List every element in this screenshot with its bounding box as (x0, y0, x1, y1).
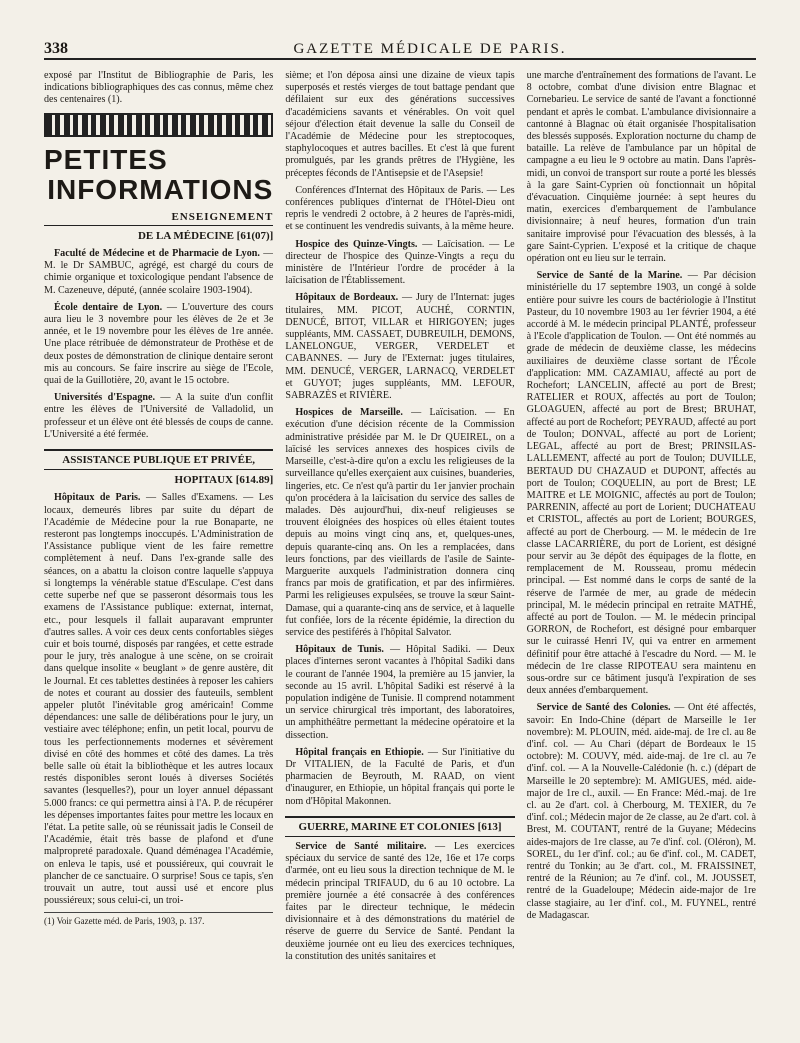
paragraph-heading: École dentaire de Lyon. (54, 301, 163, 313)
paragraph-heading: Hôpitaux de Paris. (54, 492, 141, 504)
paragraph-text: — Laïcisation. — Le directeur de l'hospice des Quinze-Vingts a reçu du ministère de l'Intérieur l'ordre de procéder à la laïcisation de l'Établissement. (285, 238, 515, 287)
petites-informations-title (44, 145, 273, 205)
paragraph (285, 841, 514, 963)
columns (44, 70, 756, 1033)
paragraph-text: — Sur l'initiative du Dr VITALIEN, de la Faculté de Paris, et d'un pharmacien de Beyrouth, M. RAAD, on vient d'inaugurer, en Ethiopie, un hôpital français qui porte le nom d'Hôpital Makonnen. (285, 746, 515, 807)
paragraph-heading: Faculté de Médecine et de Pharmacie de Lyon. (54, 248, 260, 260)
paragraph: une marche d'entraînement des formations de l'avant. Le 8 octobre, combat d'une division entre Blagnac et Cornebarieu. Le service de santé de l'avant a fonctionné pendant et après le combat. L'ambulance divisionnaire a cantonné à Blagnac où était organisée l'hospitalisation des blessés supposés. Exploration nocturne du champ de bataille. La relève de l'ambulance par un hôpital de campagne a eu lieu le 9 octobre au matin. Dans l'après-midi, un convoi de transport sur route a porté les blessés à la gare Saint-Cyprien où fonctionnait un hôpital d'évacuation. Cinquième journée: à sept heures du matin, exercices d'embarquement de l'ambulance divisionnaire; à neuf heures, formation d'un train sanitaire improvisé pour l'évacuation des blessés, à la gare Saint-Cyprien. L'exposé et la critique de chaque opération ont eu lieu sur le terrain. (526, 70, 756, 265)
section-assistance: ASSISTANCE PUBLIQUE ET PRIVÉE, (44, 449, 273, 470)
paragraph (527, 702, 756, 922)
paragraph: sième; et l'on déposa ainsi une dizaine de vieux tapis superposés et restés vierges de tout battage pendant que défilaient sur eux des générations successives d'académiciens savants et vénérables. On voit quel séjour d'élection était devenue la salle du Conseil de l'Académie de Médecine pour les streptocoques, staphylocoques et autres bacilles. Et c'est là que furent promulgués, par les grands prêtres de l'Hygiène, les préceptes féconds de l'Antisepsie et de l'Asepsie! (285, 70, 515, 179)
paragraph (285, 407, 514, 639)
paragraph (285, 292, 514, 402)
paragraph-text: — Ont été affectés, savoir: En Indo-Chine (départ de Marseille le 1er novembre): M. PLOUIN, méd. aide-maj. de 1re cl. au 8e d'inf. col. — Au Chari (départ de Bordeaux le 15 octobre): M. COUVY, méd. aide-maj. de 1re cl. au 7e d'inf. col. — A la Nouvelle-Calédonie (h. c.) (départ de Marseille le 20 septembre): M. AMIGUES, méd. aide-major de 1re cl., auxil. — En France: Méd.-maj. de 1re cl. au 2e d'art. col. à Cherbourg, M. TEXIER, du 7e d'inf. col.; Médecin major de 2e classe, au 2e d'art. col. à Brest, M. COUTANT, rentré de la Guyane; Médecins aides-majors de 1re classe, au 7e d'inf. col. (Oléron), M. SOREL, du 1er d'inf. col.; au 6e d'inf. col., M. CADET, rentré du Tonkin; au 3e d'art. col., M. FRAISSINET, rentré de la Réunion; au 7e d'inf. col., M. JOUSSET, rentré de la Guadeloupe; Médecin aide-major de 1re classe stagiaire, au 1er d'inf. col., M. FUYNEL, rentré de Madagascar. (526, 702, 756, 921)
paragraph (285, 747, 514, 808)
paragraph-heading: Hôpitaux de Tunis. (295, 644, 384, 656)
section-enseignement: ENSEIGNEMENT (44, 211, 273, 226)
paragraph-text: — Les exercices spéciaux du service de santé des 12e, 16e et 17e corps d'armée, ont eu lieu sous la direction technique de M. le médecin principal TRIFAUD, du 6 au 10 octobre. La première journée a été consacrée à des conférences faites par le directeur technique, le médecin divisionnaire et à des démonstrations du matériel de réserve de guerre du Service de Santé. Pendant la deuxième journée ont eu lieu des exercices techniques, la constitution des unités sanitaires et (285, 840, 515, 962)
section-hopitaux: HOPITAUX [614.89] (174, 474, 274, 487)
journal-title: GAZETTE MÉDICALE DE PARIS. (293, 41, 567, 57)
paragraph: Conférences d'Internat des Hôpitaux de Paris. — Les conférences publiques d'internat de l'Hôtel-Dieu ont repris le vendredi 2 octobre, à 2 heures de l'après-midi, et se continuent les vendredis suivants, à la même heure. (285, 184, 515, 233)
paragraph-heading: Hospice des Quinze-Vingts. (295, 238, 418, 250)
paragraph (527, 270, 756, 697)
paragraph-text: — Laïcisation. — En exécution d'une décision récente de la Commission administrative présidée par M. le Dr QUEIREL, on a laïcisé les services annexes des hospices civils de Marseille, c'est-à-dire qu'on a exclu les religieuses de la surveillance qu'elles exerçaient aux cuisines, buanderies, lingeries, etc. Ce n'est qu'à partir du 1er janvier prochain qu'on procédera à la laïcisation du service des salles de malades. Dès aujourd'hui, dix-neuf religieuses se trouvent éloignées des hospices où elles étaient toutes depuis au moins vingt cinq ans, et, quelques-unes, depuis quarante-cinq ans. On les a remplacées, dans leurs fonctions, par des vieillards de l'asile de Sainte-Marguerite auxquels l'administration donnera cinq francs par mois de gratification, et par des infirmières. Parmi les religieuses expulsées, se trouve la sœur Saint-Damase, qui a quarante-cinq ans de service, et à laquelle fut confiée, lors de la récente épidémie, la direction du service des pestiférés à l'hôpital Salvator. (285, 407, 515, 638)
paragraph-text: — Jury de l'Internat: juges titulaires, MM. PICOT, AUCHÉ, CORNTIN, DENUCÉ, BITOT, VILLAR et HIRIGOYEN; juges suppléants, MM. CASSAET, DUBREUILH, DEMONS, LANELONGUE, VERGER, VERDELET et CABANNES. — Jury de l'Externat: juges titulaires, MM. DENUCÉ, VERGER, LARNACQ, VERDELET et GUYOT; juges suppléants, MM. LEFOUR, SABRAZÈS et RIVIÈRE. (285, 292, 515, 402)
paragraph (44, 302, 273, 387)
paragraph-text: — Salles d'Examens. — Les locaux, demeurés libres par suite du départ de l'Académie de Médecine pour la rue Bonaparte, ne resteront pas longtemps inoccupés. L'Administration de l'Assistance publique vient de les faire remettre complètement à neuf. Dans l'ex-grande salle des séances, on a abattu la cloison contre laquelle s'appuya si longtemps la vénérable statue d'Esculape. C'est dans cette superbe nef que se passeront désormais tous les examens de l'Assistance publique: externat, internat, etc., pour lesquels il fallait auparavant emprunter d'autres salles. A voir ces deux cents confortables sièges cuir et bois tourné, disposés par rangées, et cette estrade pour le jury, très analogue à une scène, on se croirait dans quelque insolite « beuglant » de genre austère, dit le Journal. Et ces tablettes destinées à reposer les cahiers de notes et courant au dossier des fauteuils, semblent appeler plutôt l'inévitable grog américain! Comme dépendances: une salle de délibérations pour le jury, un vestiaire avec téléphone; enfin, un petit local, pourvu de tous les perfectionnements modernes et sévèrement divisé en côté des hommes et côté des dames. La très belle salle où était la bibliothèque et les autres locaux restés disponibles seront loués à diverses Sociétés savantes (lesquelles?), pour un loyer annuel dépassant 5.000 francs: ce qui permettra ainsi à l'A. P. de récupérer les dépenses importantes faites pour mettre les locaux en l'état. La petite salle, où se réunissait jadis le Conseil de l'Académie, était très basse de plafond et d'une malpropreté paradoxale. Quand déménagea l'Académie, on enleva le tapis, usé et poussiéreux, qui couvrait le plancher de ce sanctuaire. O surprise! Sous ce tapis, s'en trouvait un autre, tout aussi usé et encore plus poussiéreux; sous celui-ci, un troi- (44, 492, 274, 907)
paragraph (44, 392, 273, 441)
paragraph (285, 239, 514, 288)
section-medecine: DE LA MÉDECINE [61(07)] (137, 229, 274, 242)
paragraph-heading: Service de Santé de la Marine. (536, 270, 683, 282)
column-3 (527, 70, 756, 1033)
section-guerre: GUERRE, MARINE ET COLONIES [613] (285, 816, 514, 837)
intro-paragraph: exposé par l'Institut de Bibliographie de Paris, les indications bibliographiques des cas connus, même chez des centenaires (1). (44, 70, 274, 106)
paragraph (285, 644, 514, 742)
column-2 (285, 70, 514, 1033)
ornament-band (44, 113, 273, 137)
paragraph-heading: Hospices de Marseille. (295, 407, 403, 419)
paragraph-text: — L'ouverture des cours aura lieu le 3 novembre pour les élèves de 2e et 3e année, et le 19 novembre pour les élèves de 1re année. Une place rétribuée de démonstrateur de Prothèse et de deux postes de démonstration de clinique dentaire seront mis au concours. Se faire inscrire au siège de l'Ecole, quai de la Guillotière, 20, avant le 15 octobre. (44, 301, 274, 387)
paragraph-heading: Universités d'Espagne. (54, 392, 156, 404)
paragraph-text: — Hôpital Sadiki. — Deux places d'internes seront vacantes à l'hôpital Sadiki dans le courant de l'année 1904, la première au 15 janvier, la seconde au 15 avril. L'hôpital Sadiki est réservé à la population indigène de Tunisie. Il comprend notamment un service chirurgical très important, des laboratoires, un amphithéâtre permettant la médecine opératoire et la dissection. (285, 644, 515, 741)
paragraph-text: — A la suite d'un conflit entre les élèves de l'Université de Valladolid, un professeur et un élève ont été blessés de coups de canne. L'Université a été fermée. (44, 392, 274, 440)
footnote: (1) Voir Gazette méd. de Paris, 1903, p. 137. (44, 912, 273, 927)
column-1 (44, 70, 273, 1033)
paragraph-heading: Hôpital français en Ethiopie. (295, 746, 424, 758)
paragraph-heading: Service de Santé militaire. (295, 840, 427, 852)
paragraph (44, 248, 273, 297)
title-line-1: PETITES (44, 143, 168, 175)
paragraph-heading: Hôpitaux de Bordeaux. (295, 292, 399, 304)
paragraph (44, 492, 273, 907)
page-header (44, 32, 756, 60)
title-line-2: INFORMATIONS (47, 173, 274, 205)
paragraph-heading: Service de Santé des Colonies. (536, 702, 671, 714)
page-number: 338 (44, 40, 68, 57)
paragraph-text: — Par décision ministérielle du 17 septembre 1903, un congé à solde entière pour suivre les cours de bactériologie à l'Institut Pasteur, du 10 novembre 1903 au 1er février 1904, a été accordé à M. le médecin principal PLANTÉ, professeur à l'Ecole d'application de Toulon. — Ont été nommés au grade de médecin de deuxième classe, les médecins auxiliaires de deuxième classe sortant de l'École d'application: MM. CAZAMIAU, affecté au port de Rochefort; LANCELIN, affecté au port de Brest; RATELIER et ROUX, affectés au port de Toulon; GLOAGUEN, affecté au port de Brest; BRUHAT, affecté au port de Rochefort; PEYRAUD, affecté au port de Toulon; DONVAL, affecté au port de Lorient; LEGAL, affecté au port de Brest; PRINSILAS-LALLEMENT, affecté au port de Toulon; DUVILLE, BERTAUD DU CHAZAUD et DUPONT, affectés au port de Toulon; COQUELIN, au port de Brest; LE MAITRE et LE MOIGNIC, affectés au port de Toulon; PARRENIN, affecté au port de Lorient; DUCHATEAU et CRISTOL, affectés au port de Lorient; BOURGES, affecté au port de Cherbourg. — M. le médecin de 1re classe LACARRIÈRE, du port de Lorient, est désigné pour servir au 3e dépôt des équipages de la flotte, en remplacement de M. Rousseau, promu médecin principal. — Est nommé dans le corps de santé de la réserve de l'armée de mer, au grade de médecin principal, M. le médecin principal en retraite MATHÉ, affecté au port de Toulon. — M. le médecin principal GORRON, de Rochefort, est désigné pour embarquer sur le cuirassé Henri IV, qui va entrer en armement définitif pour être attaché à l'escadre du Nord. — M. le médecin de 1re classe RIPOTEAU sera maintenu en sous-ordre sur ce bâtiment jusqu'à l'expiration de ses deux années d'embarquement. (526, 270, 756, 697)
paragraph-text: — M. le Dr SAMBUC, agrégé, est chargé du cours de chimie organique et toxicologique pendant l'absence de M. Cazeneuve, député, (année scolaire 1903-1904). (44, 248, 274, 296)
